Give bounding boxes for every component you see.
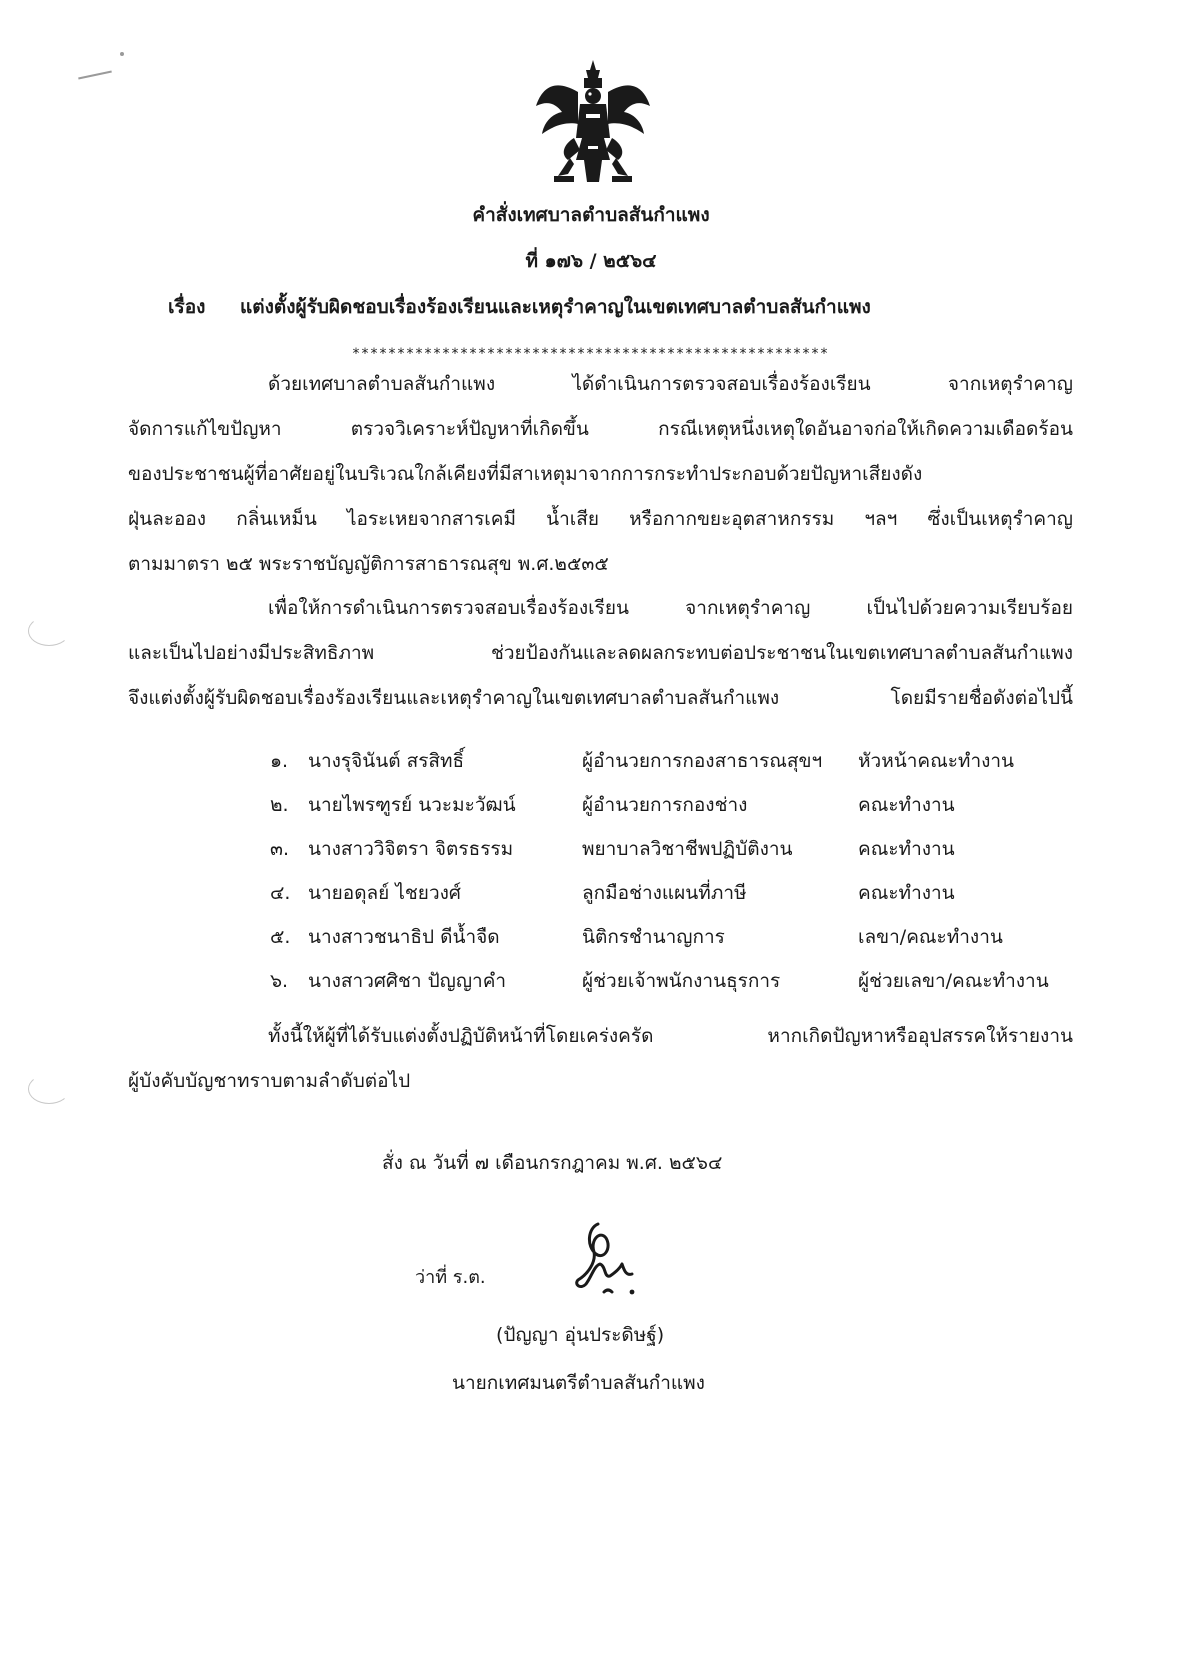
member-number: ๑. xyxy=(270,750,289,772)
paragraph-line: จัดการแก้ไขปัญหา ตรวจวิเคราะห์ปัญหาที่เกิดขึ้น กรณีเหตุหนึ่งเหตุใดอันอาจก่อให้เกิดความเดือดร้อน xyxy=(128,418,1073,440)
member-role: หัวหน้าคณะทำงาน xyxy=(858,750,1015,772)
member-position: ผู้อำนวยการกองช่าง xyxy=(582,794,748,816)
punch-hole-mark xyxy=(28,616,70,646)
member-number: ๒. xyxy=(270,794,289,816)
member-role: เลขา/คณะทำงาน xyxy=(858,926,1003,948)
member-role: ผู้ช่วยเลขา/คณะทำงาน xyxy=(858,970,1049,992)
member-role: คณะทำงาน xyxy=(858,794,955,816)
member-number: ๓. xyxy=(270,838,290,860)
paragraph-line: ทั้งนี้ให้ผู้ที่ได้รับแต่งตั้งปฏิบัติหน้าที่โดยเคร่งครัด หากเกิดปัญหาหรืออุปสรรคให้รายงาน xyxy=(268,1025,1073,1047)
member-position: พยาบาลวิชาชีพปฏิบัติงาน xyxy=(582,838,793,860)
member-name: นายไพรฑูรย์ นวะมะวัฒน์ xyxy=(308,794,516,816)
member-role: คณะทำงาน xyxy=(858,882,955,904)
subject-label: เรื่อง xyxy=(168,296,206,318)
paragraph-line: ตามมาตรา ๒๕ พระราชบัญญัติการสาธารณสุข พ.ศ.๒๕๓๕ xyxy=(128,553,609,575)
order-title: คำสั่งเทศบาลตำบลสันกำแพง xyxy=(472,204,710,226)
paragraph-1 xyxy=(128,362,1073,587)
member-number: ๔. xyxy=(270,882,291,904)
member-name: นางรุจินันต์ สรสิทธิ์ xyxy=(308,750,465,772)
signature-icon xyxy=(560,1218,650,1304)
paragraph-line: และเป็นไปอย่างมีประสิทธิภาพ ช่วยป้องกันและลดผลกระทบต่อประชาชนในเขตเทศบาลตำบลสันกำแพง xyxy=(128,642,1073,664)
signer-rank: ว่าที่ ร.ต. xyxy=(415,1267,486,1288)
member-number: ๖. xyxy=(270,970,289,992)
member-position: นิติกรชำนาญการ xyxy=(582,926,725,948)
member-position: ผู้ช่วยเจ้าพนักงานธุรการ xyxy=(582,970,781,992)
member-position: ผู้อำนวยการกองสาธารณสุขฯ xyxy=(582,750,823,772)
order-number: ที่ ๑๗๖ / ๒๕๖๔ xyxy=(525,250,657,272)
scan-speck xyxy=(120,52,124,56)
member-name: นางสาวชนาธิป ดีน้ำจืด xyxy=(308,926,500,948)
member-name: นายอดุลย์ ไชยวงศ์ xyxy=(308,882,461,904)
member-role: คณะทำงาน xyxy=(858,838,955,860)
garuda-emblem-icon xyxy=(534,58,652,190)
paragraph-line: ผู้บังคับบัญชาทราบตามลำดับต่อไป xyxy=(128,1070,411,1092)
signer-title: นายกเทศมนตรีตำบลสันกำแพง xyxy=(452,1372,705,1394)
order-date: สั่ง ณ วันที่ ๗ เดือนกรกฎาคม พ.ศ. ๒๕๖๔ xyxy=(382,1152,723,1174)
divider-line: ***************************************************** xyxy=(352,346,830,362)
paragraph-line: เพื่อให้การดำเนินการตรวจสอบเรื่องร้องเรียน จากเหตุรำคาญ เป็นไปด้วยความเรียบร้อย xyxy=(268,597,1073,619)
signer-name: (ปัญญา อุ่นประดิษฐ์) xyxy=(496,1324,665,1346)
member-name: นางสาวศศิชา ปัญญาคำ xyxy=(308,970,507,992)
paragraph-line: จึงแต่งตั้งผู้รับผิดชอบเรื่องร้องเรียนและเหตุรำคาญในเขตเทศบาลตำบลสันกำแพง โดยมีรายชื่อดังต่อไปนี้ xyxy=(128,687,1073,709)
subject-text: แต่งตั้งผู้รับผิดชอบเรื่องร้องเรียนและเหตุรำคาญในเขตเทศบาลตำบลสันกำแพง xyxy=(240,296,871,318)
paragraph-2 xyxy=(128,586,1073,721)
punch-hole-mark xyxy=(28,1074,70,1104)
paragraph-line: ฝุ่นละออง กลิ่นเหม็น ไอระเหยจากสารเคมี น้ำเสีย หรือกากขยะอุตสาหกรรม ฯลฯ ซึ่งเป็นเหตุรำคาญ xyxy=(128,508,1073,530)
member-number: ๕. xyxy=(270,926,291,948)
paragraph-3 xyxy=(128,1014,1073,1104)
member-position: ลูกมือช่างแผนที่ภาษี xyxy=(582,882,747,904)
paragraph-line: ของประชาชนผู้ที่อาศัยอยู่ในบริเวณใกล้เคียงที่มีสาเหตุมาจากการกระทำประกอบด้วยปัญหาเสียงดัง xyxy=(128,463,923,485)
paragraph-line: ด้วยเทศบาลตำบลสันกำแพง ได้ดำเนินการตรวจสอบเรื่องร้องเรียน จากเหตุรำคาญ xyxy=(268,373,1073,395)
scan-speck xyxy=(78,70,112,79)
member-name: นางสาววิจิตรา จิตรธรรม xyxy=(308,838,514,860)
